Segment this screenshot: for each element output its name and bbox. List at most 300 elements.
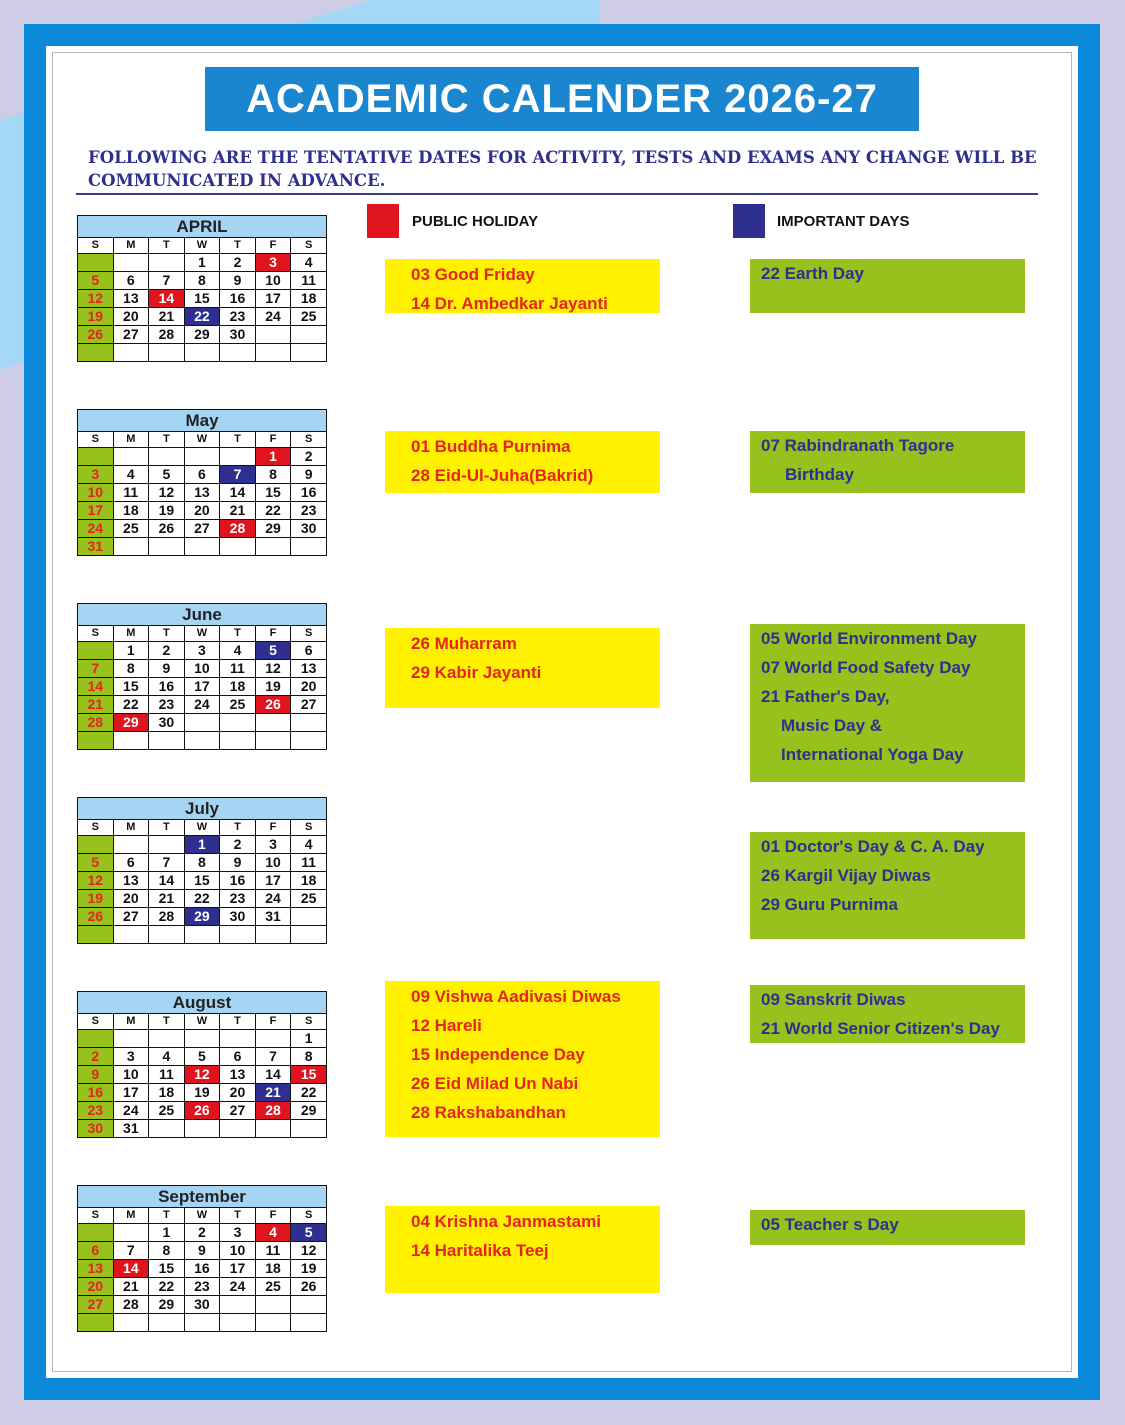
day-cell: 16 [220, 872, 256, 890]
day-cell [291, 908, 327, 926]
day-cell: 17 [220, 1260, 256, 1278]
day-cell [113, 926, 149, 944]
weekday-header: T [220, 238, 256, 254]
day-cell: 17 [113, 1084, 149, 1102]
day-cell: 18 [220, 678, 256, 696]
public-holiday-swatch [367, 204, 399, 238]
page-title: ACADEMIC CALENDER 2026-27 [205, 67, 919, 131]
day-cell [255, 1120, 291, 1138]
day-cell: 12 [78, 872, 114, 890]
day-cell: 26 [291, 1278, 327, 1296]
important-day-item: 21 World Senior Citizen's Day [761, 1019, 1000, 1038]
day-cell: 21 [149, 890, 185, 908]
day-cell: 6 [113, 854, 149, 872]
day-cell [291, 732, 327, 750]
day-cell: 14 [220, 484, 256, 502]
day-cell: 20 [113, 890, 149, 908]
calendar-june [77, 603, 327, 750]
day-cell: 27 [113, 326, 149, 344]
weekday-header: S [78, 1208, 114, 1224]
day-cell: 3 [78, 466, 114, 484]
day-cell: 16 [149, 678, 185, 696]
day-cell: 25 [291, 308, 327, 326]
day-cell: 22 [184, 890, 220, 908]
day-cell: 14 [149, 290, 185, 308]
day-cell [255, 732, 291, 750]
day-cell: 25 [220, 696, 256, 714]
weekday-header: M [113, 1208, 149, 1224]
day-cell: 29 [255, 520, 291, 538]
day-cell [291, 538, 327, 556]
day-cell [291, 926, 327, 944]
month-name: APRIL [78, 216, 327, 238]
day-cell [78, 448, 114, 466]
day-cell: 7 [255, 1048, 291, 1066]
public-holiday-item: 12 Hareli [411, 1016, 482, 1035]
day-cell [78, 926, 114, 944]
day-cell: 30 [78, 1120, 114, 1138]
day-cell: 21 [255, 1084, 291, 1102]
day-cell: 10 [220, 1242, 256, 1260]
day-cell: 25 [149, 1102, 185, 1120]
day-cell: 28 [255, 1102, 291, 1120]
day-cell: 1 [255, 448, 291, 466]
weekday-header: F [255, 626, 291, 642]
important-day-item: Birthday [785, 465, 854, 484]
month-name: August [78, 992, 327, 1014]
month-name: July [78, 798, 327, 820]
weekday-header: T [149, 1208, 185, 1224]
day-cell: 24 [255, 308, 291, 326]
day-cell: 14 [113, 1260, 149, 1278]
weekday-header: S [291, 238, 327, 254]
day-cell [78, 344, 114, 362]
day-cell: 23 [184, 1278, 220, 1296]
day-cell: 2 [184, 1224, 220, 1242]
day-cell: 2 [220, 836, 256, 854]
day-cell: 10 [113, 1066, 149, 1084]
day-cell: 10 [184, 660, 220, 678]
day-cell: 29 [184, 908, 220, 926]
day-cell [291, 1296, 327, 1314]
day-cell: 19 [78, 308, 114, 326]
public-holiday-item: 01 Buddha Purnima [411, 437, 571, 456]
day-cell: 26 [184, 1102, 220, 1120]
day-cell: 9 [78, 1066, 114, 1084]
day-cell [113, 1030, 149, 1048]
day-cell [291, 326, 327, 344]
public-holiday-item: 28 Eid-Ul-Juha(Bakrid) [411, 466, 594, 485]
day-cell [255, 1296, 291, 1314]
day-cell [220, 1314, 256, 1332]
important-day-item: 29 Guru Purnima [761, 895, 898, 914]
important-day-item: 07 Rabindranath Tagore [761, 436, 955, 455]
day-cell [184, 538, 220, 556]
weekday-header: W [184, 1208, 220, 1224]
day-cell: 8 [255, 466, 291, 484]
day-cell: 27 [78, 1296, 114, 1314]
month-name: May [78, 410, 327, 432]
day-cell: 30 [220, 908, 256, 926]
important-days-legend-label: IMPORTANT DAYS [777, 213, 910, 230]
day-cell: 28 [149, 326, 185, 344]
day-cell: 4 [255, 1224, 291, 1242]
weekday-header: T [220, 432, 256, 448]
public-holiday-item: 26 Eid Milad Un Nabi [411, 1074, 579, 1093]
day-cell [113, 836, 149, 854]
day-cell: 11 [113, 484, 149, 502]
day-cell [220, 732, 256, 750]
important-day-item: International Yoga Day [781, 745, 964, 764]
day-cell: 11 [255, 1242, 291, 1260]
day-cell: 18 [255, 1260, 291, 1278]
day-cell: 28 [113, 1296, 149, 1314]
day-cell: 31 [78, 538, 114, 556]
day-cell: 12 [255, 660, 291, 678]
day-cell: 13 [184, 484, 220, 502]
calendar-september [77, 1185, 327, 1332]
divider [76, 193, 1038, 195]
calendar-august [77, 991, 327, 1138]
weekday-header: W [184, 1014, 220, 1030]
day-cell [113, 254, 149, 272]
day-cell: 20 [78, 1278, 114, 1296]
day-cell [255, 326, 291, 344]
day-cell: 27 [220, 1102, 256, 1120]
weekday-header: T [149, 820, 185, 836]
day-cell: 23 [291, 502, 327, 520]
day-cell: 29 [184, 326, 220, 344]
day-cell: 9 [220, 854, 256, 872]
day-cell: 23 [149, 696, 185, 714]
day-cell: 31 [255, 908, 291, 926]
public-holidays-box-june [385, 628, 660, 708]
day-cell: 8 [149, 1242, 185, 1260]
day-cell: 29 [291, 1102, 327, 1120]
day-cell [149, 344, 185, 362]
day-cell: 8 [291, 1048, 327, 1066]
important-days-box-july [750, 832, 1025, 939]
public-holidays-box-september [385, 1206, 660, 1293]
day-cell: 7 [78, 660, 114, 678]
day-cell: 12 [149, 484, 185, 502]
day-cell [113, 344, 149, 362]
public-holiday-item: 28 Rakshabandhan [411, 1103, 566, 1122]
day-cell [78, 1314, 114, 1332]
day-cell [255, 538, 291, 556]
day-cell [220, 1120, 256, 1138]
day-cell [220, 538, 256, 556]
weekday-header: S [291, 820, 327, 836]
day-cell: 17 [78, 502, 114, 520]
day-cell: 6 [113, 272, 149, 290]
day-cell: 8 [184, 854, 220, 872]
day-cell: 3 [255, 254, 291, 272]
day-cell [149, 1314, 185, 1332]
weekday-header: T [220, 626, 256, 642]
day-cell [184, 714, 220, 732]
day-cell: 27 [184, 520, 220, 538]
weekday-header: T [220, 1014, 256, 1030]
day-cell: 7 [220, 466, 256, 484]
day-cell: 7 [149, 854, 185, 872]
weekday-header: T [149, 238, 185, 254]
day-cell: 28 [220, 520, 256, 538]
day-cell: 11 [291, 854, 327, 872]
day-cell [255, 1030, 291, 1048]
day-cell [78, 836, 114, 854]
day-cell: 5 [184, 1048, 220, 1066]
month-name: June [78, 604, 327, 626]
day-cell: 19 [184, 1084, 220, 1102]
important-days-box-june [750, 624, 1025, 782]
day-cell: 11 [220, 660, 256, 678]
day-cell: 4 [291, 254, 327, 272]
important-day-item: 05 Teacher s Day [761, 1215, 899, 1234]
day-cell: 26 [78, 326, 114, 344]
day-cell: 26 [149, 520, 185, 538]
day-cell: 8 [184, 272, 220, 290]
day-cell [78, 642, 114, 660]
day-cell [291, 1314, 327, 1332]
day-cell [220, 448, 256, 466]
day-cell: 22 [113, 696, 149, 714]
day-cell [149, 538, 185, 556]
day-cell: 24 [220, 1278, 256, 1296]
day-cell: 26 [78, 908, 114, 926]
day-cell: 9 [291, 466, 327, 484]
day-cell: 13 [220, 1066, 256, 1084]
day-cell: 19 [255, 678, 291, 696]
day-cell: 17 [184, 678, 220, 696]
day-cell: 16 [184, 1260, 220, 1278]
public-holiday-legend-label: PUBLIC HOLIDAY [412, 213, 539, 230]
day-cell [184, 448, 220, 466]
weekday-header: W [184, 820, 220, 836]
public-holidays-box-august [385, 981, 660, 1137]
day-cell: 20 [184, 502, 220, 520]
day-cell [291, 344, 327, 362]
day-cell: 7 [113, 1242, 149, 1260]
day-cell: 22 [291, 1084, 327, 1102]
weekday-header: M [113, 432, 149, 448]
day-cell: 25 [255, 1278, 291, 1296]
weekday-header: W [184, 626, 220, 642]
day-cell: 1 [184, 254, 220, 272]
important-day-item: 05 World Environment Day [761, 629, 978, 648]
day-cell: 1 [149, 1224, 185, 1242]
day-cell [113, 448, 149, 466]
day-cell: 8 [113, 660, 149, 678]
weekday-header: F [255, 820, 291, 836]
day-cell: 2 [149, 642, 185, 660]
day-cell: 6 [291, 642, 327, 660]
day-cell: 9 [220, 272, 256, 290]
day-cell [220, 714, 256, 732]
day-cell: 18 [291, 872, 327, 890]
calendar-april [77, 215, 327, 362]
day-cell: 3 [184, 642, 220, 660]
important-day-item: 26 Kargil Vijay Diwas [761, 866, 931, 885]
weekday-header: F [255, 432, 291, 448]
public-holiday-item: 04 Krishna Janmastami [411, 1212, 601, 1231]
weekday-header: W [184, 432, 220, 448]
day-cell: 16 [78, 1084, 114, 1102]
day-cell: 1 [291, 1030, 327, 1048]
day-cell: 23 [220, 308, 256, 326]
subtitle-notice: FOLLOWING ARE THE TENTATIVE DATES FOR ACTIVITY, TESTS AND EXAMS ANY CHANGE WILL BE COMMUNICATED IN ADVANCE. [88, 148, 1037, 190]
day-cell: 2 [291, 448, 327, 466]
day-cell: 6 [184, 466, 220, 484]
day-cell: 28 [78, 714, 114, 732]
day-cell [149, 448, 185, 466]
public-holiday-item: 09 Vishwa Aadivasi Diwas [411, 987, 621, 1006]
weekday-header: F [255, 238, 291, 254]
day-cell: 4 [220, 642, 256, 660]
day-cell: 21 [78, 696, 114, 714]
day-cell [184, 926, 220, 944]
day-cell: 4 [291, 836, 327, 854]
day-cell: 5 [149, 466, 185, 484]
day-cell: 6 [78, 1242, 114, 1260]
day-cell: 29 [149, 1296, 185, 1314]
weekday-header: S [78, 238, 114, 254]
important-day-item: 22 Earth Day [761, 264, 864, 283]
day-cell: 20 [113, 308, 149, 326]
day-cell: 3 [255, 836, 291, 854]
day-cell: 11 [149, 1066, 185, 1084]
day-cell: 21 [149, 308, 185, 326]
weekday-header: S [78, 820, 114, 836]
day-cell: 13 [78, 1260, 114, 1278]
day-cell: 5 [78, 854, 114, 872]
day-cell: 19 [149, 502, 185, 520]
day-cell: 12 [291, 1242, 327, 1260]
day-cell [291, 714, 327, 732]
month-name: September [78, 1186, 327, 1208]
day-cell [220, 926, 256, 944]
weekday-header: T [149, 1014, 185, 1030]
important-days-box-september [750, 1210, 1025, 1245]
day-cell [184, 1314, 220, 1332]
weekday-header: M [113, 820, 149, 836]
public-holiday-item: 15 Independence Day [411, 1045, 585, 1064]
day-cell: 17 [255, 872, 291, 890]
day-cell [113, 732, 149, 750]
day-cell [149, 836, 185, 854]
day-cell: 29 [113, 714, 149, 732]
weekday-header: M [113, 1014, 149, 1030]
day-cell [184, 1030, 220, 1048]
day-cell [149, 1120, 185, 1138]
day-cell: 30 [291, 520, 327, 538]
day-cell: 15 [255, 484, 291, 502]
day-cell: 4 [149, 1048, 185, 1066]
day-cell: 10 [78, 484, 114, 502]
day-cell [149, 254, 185, 272]
day-cell: 5 [78, 272, 114, 290]
day-cell: 9 [184, 1242, 220, 1260]
important-day-item: Music Day & [781, 716, 883, 735]
day-cell: 30 [220, 326, 256, 344]
day-cell [149, 926, 185, 944]
important-days-swatch [733, 204, 765, 238]
day-cell: 10 [255, 854, 291, 872]
day-cell: 22 [255, 502, 291, 520]
day-cell [78, 1030, 114, 1048]
weekday-header: T [220, 820, 256, 836]
day-cell: 22 [184, 308, 220, 326]
day-cell: 27 [291, 696, 327, 714]
day-cell: 14 [78, 678, 114, 696]
day-cell: 18 [149, 1084, 185, 1102]
weekday-header: T [220, 1208, 256, 1224]
day-cell [184, 344, 220, 362]
weekday-header: S [78, 626, 114, 642]
important-days-box-april [750, 259, 1025, 313]
day-cell: 19 [78, 890, 114, 908]
important-day-item: 07 World Food Safety Day [761, 658, 971, 677]
public-holiday-item: 29 Kabir Jayanti [411, 663, 542, 682]
day-cell: 13 [113, 290, 149, 308]
day-cell: 16 [220, 290, 256, 308]
day-cell: 13 [113, 872, 149, 890]
day-cell [255, 926, 291, 944]
day-cell: 14 [149, 872, 185, 890]
public-holiday-item: 26 Muharram [411, 634, 517, 653]
day-cell: 18 [113, 502, 149, 520]
day-cell [113, 1224, 149, 1242]
weekday-header: S [291, 1014, 327, 1030]
day-cell: 26 [255, 696, 291, 714]
important-day-item: 21 Father's Day, [761, 687, 890, 706]
day-cell: 15 [184, 872, 220, 890]
day-cell: 17 [255, 290, 291, 308]
public-holidays-box-april [385, 259, 660, 313]
day-cell [184, 1120, 220, 1138]
weekday-header: W [184, 238, 220, 254]
day-cell: 24 [184, 696, 220, 714]
weekday-header: T [149, 626, 185, 642]
day-cell: 30 [149, 714, 185, 732]
weekday-header: S [291, 432, 327, 448]
day-cell [220, 1030, 256, 1048]
weekday-header: M [113, 238, 149, 254]
public-holiday-item: 14 Haritalika Teej [411, 1241, 549, 1260]
day-cell [255, 1314, 291, 1332]
weekday-header: S [78, 432, 114, 448]
day-cell: 20 [291, 678, 327, 696]
day-cell: 9 [149, 660, 185, 678]
weekday-header: T [149, 432, 185, 448]
day-cell: 25 [291, 890, 327, 908]
day-cell [78, 1224, 114, 1242]
day-cell: 4 [113, 466, 149, 484]
day-cell [184, 732, 220, 750]
day-cell: 23 [78, 1102, 114, 1120]
day-cell [78, 254, 114, 272]
day-cell: 24 [78, 520, 114, 538]
day-cell [220, 344, 256, 362]
weekday-header: S [78, 1014, 114, 1030]
weekday-header: S [291, 1208, 327, 1224]
day-cell [113, 1314, 149, 1332]
day-cell: 3 [220, 1224, 256, 1242]
day-cell: 15 [113, 678, 149, 696]
day-cell [113, 538, 149, 556]
calendar-may [77, 409, 327, 556]
day-cell: 12 [78, 290, 114, 308]
